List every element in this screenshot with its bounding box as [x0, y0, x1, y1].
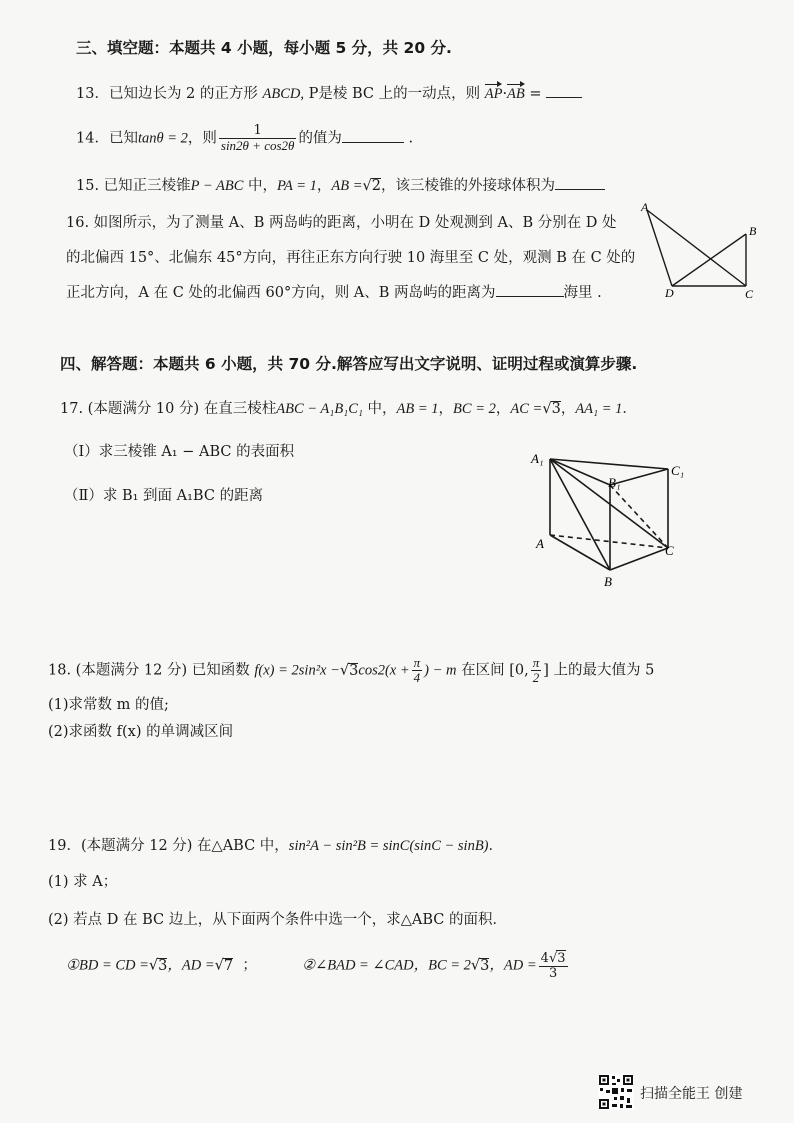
q17-comma-3: ， — [560, 401, 576, 417]
q16-label-b: B — [749, 224, 757, 238]
section-4-title: 四、解答题：本题共 6 小题，共 70 分.解答应写出文字说明、证明过程或演算步骤. — [60, 355, 638, 373]
q15-sep: ， — [316, 178, 332, 194]
q13-square: ABCD, — [262, 86, 304, 102]
q18-text-c: ] 上的最大值为 5 — [543, 662, 655, 679]
q14-fraction-denominator: sin2θ + cos2θ — [220, 138, 295, 153]
q15-answer-blank[interactable] — [555, 189, 605, 190]
q13-text-b: P是棱 BC 上的一动点，则 — [304, 86, 485, 102]
q14-text-b: ，则 — [187, 130, 217, 147]
q18-func-a: f(x) = 2sin²x − — [254, 662, 340, 679]
q17-label-b1: B₁ — [608, 475, 621, 490]
watermark-text: 扫描全能王 创建 — [640, 1086, 743, 1102]
q14-end: . — [408, 130, 414, 147]
q17-edge-b1c-hidden — [610, 485, 668, 548]
q18-pi-num-2: π — [532, 655, 540, 670]
question-16-line-3 — [66, 281, 602, 302]
q19-part-2: (2) 若点 D 在 BC 边上，从下面两个条件中选一个，求△ABC 的面积． — [48, 912, 507, 928]
q17-comma-1: ， — [438, 401, 454, 417]
q14-answer-blank[interactable] — [342, 142, 404, 143]
question-14 — [76, 124, 413, 153]
q19-option-1-root: 3 — [158, 957, 168, 974]
q18-score: (本题满分 12 分) 已知函数 — [71, 662, 255, 679]
q19-option-2-root: 3 — [480, 957, 490, 974]
q17-comma-2: ， — [495, 401, 511, 417]
q19-equation: sin²A − sin²B = sinC(sinC − sinB) — [288, 838, 489, 854]
question-13 — [76, 82, 582, 103]
qr-code-icon — [598, 1074, 634, 1110]
q16-edge-ac — [647, 210, 746, 286]
q17-prism: ABC − A₁B₁C₁ — [276, 401, 363, 417]
q17-ab: AB = 1 — [396, 401, 439, 417]
q17-part-1: （Ⅰ）求三棱锥 A₁ − ABC 的表面积 — [64, 444, 295, 460]
q15-text-c: ，该三棱锥的外接球体积为 — [381, 178, 556, 194]
q19-options: ①BD = CD =√3，AD =√7 ； ②∠BAD = ∠CAD，BC = 2√3，AD = $\frac{4√3}{3}$ — [66, 951, 566, 981]
q16-line2: 的北偏西 15°、北偏东 45°方向，再往正东方向行驶 10 海里至 C 处，观测 B 在 C 处的 — [66, 250, 636, 266]
q17-label-a: A — [536, 536, 544, 551]
q19-option-2-fraction: $\frac{4√3}{3}$ — [540, 951, 566, 981]
q16-answer-blank[interactable] — [496, 296, 564, 297]
q19-score: ．(本题满分 12 分) 在△ABC 中， — [66, 838, 289, 854]
q19-option-2-b: ，AD = — [489, 957, 537, 974]
q17-number: 17 — [60, 401, 79, 417]
scanner-watermark — [598, 1074, 778, 1110]
question-16-line-1 — [66, 211, 617, 232]
q19-frac-num-root: 3 — [557, 951, 566, 966]
q17-part-2: （Ⅱ）求 B₁ 到面 A₁BC 的距离 — [64, 488, 264, 504]
q14-fraction — [219, 124, 297, 153]
q17-edge-a1c — [550, 459, 668, 548]
q17-label-b: B — [604, 574, 612, 589]
q19-option-2-a: ②∠BAD = ∠CAD，BC = 2 — [302, 957, 471, 974]
q19-option-1-a: ①BD = CD = — [66, 957, 149, 974]
q16-label-a: A — [641, 200, 649, 214]
q17-label-c1: C₁ — [671, 463, 685, 478]
q16-line3a: 正北方向，A 在 C 处的北偏西 60°方向，则 A、B 两岛屿的距离为 — [66, 285, 496, 301]
q14-fraction-numerator: 1 — [219, 124, 297, 139]
q15-sqrt-2: 2 — [371, 178, 382, 194]
q19-frac-den: 3 — [548, 966, 558, 981]
q13-vector-ap: AP — [484, 86, 503, 102]
q17-label-c: C — [665, 543, 674, 558]
q18-pi-over-4 — [412, 656, 423, 685]
q18-pi-num: π — [413, 655, 421, 670]
q16-number: 16 — [66, 215, 85, 231]
q17-ac-lhs: AC = — [510, 401, 543, 417]
q18-text-b: 在区间 [0, — [456, 662, 529, 679]
q15-pyramid: P − ABC — [190, 178, 244, 194]
q18-four-den: 4 — [413, 670, 421, 685]
q13-equals: = — [524, 86, 547, 102]
q17-edge-bc — [610, 548, 668, 570]
q19-option-1-root-2: 7 — [223, 957, 234, 974]
q17-prism-figure — [528, 445, 698, 595]
question-17: 17. (本题满分 10 分) 在直三棱柱ABC − A₁B₁C₁ 中，AB = 1，BC = 2，AC =√3，AA₁ = 1． — [60, 401, 637, 417]
q16-line3b: 海里 . — [563, 285, 602, 301]
q18-func-b: cos2(x + — [358, 662, 410, 679]
section-3-title: 三、填空题：本题共 4 小题，每小题 5 分，共 20 分. — [76, 39, 452, 57]
q17-score: . (本题满分 10 分) 在直三棱柱 — [78, 401, 277, 417]
q18-two-den: 2 — [532, 670, 540, 685]
q13-answer-blank[interactable] — [546, 97, 582, 98]
q18-func-c: ) − m — [424, 662, 457, 679]
q13-number: 13 — [76, 86, 95, 102]
q15-pa: PA = 1 — [277, 178, 317, 194]
question-18: 18. (本题满分 12 分) 已知函数 f(x) = 2sin²x −√3cos2(x + $\frac{\pi}{4}$ ) − m 在区间 [0, $\frac{\pi}{2}$ ] 上的最大值为 5 — [48, 655, 655, 685]
q13-dot: · — [502, 86, 508, 102]
q17-end: ． — [622, 401, 637, 417]
q17-sqrt-3: 3 — [551, 401, 561, 417]
q13-text-a: ．已知边长为 2 的正方形 — [94, 86, 258, 102]
q19-end: ． — [488, 838, 504, 854]
q17-label-a1: A₁ — [531, 451, 544, 466]
q14-number: 14 — [76, 130, 95, 147]
q14-text-c: 的值为 — [298, 130, 342, 147]
q18-number: 18. — [48, 662, 72, 679]
q18-pi-over-2 — [531, 656, 542, 685]
question-19 — [48, 834, 503, 855]
q14-tan: tanθ = 2 — [137, 130, 188, 147]
q15-number: 15 — [76, 178, 95, 194]
q13-vector-ab: AB — [507, 86, 525, 102]
q19-part-1: (1) 求 A； — [48, 874, 118, 890]
q18-part-2: (2)求函数 f(x) 的单调减区间 — [48, 724, 234, 740]
q17-text-b: 中， — [362, 401, 397, 417]
q16-figure — [632, 196, 767, 302]
q16-label-c: C — [745, 287, 754, 301]
q19-number: 19 — [48, 838, 67, 854]
q17-bc: BC = 2 — [453, 401, 496, 417]
q16-line1: . 如图所示，为了测量 A、B 两岛屿的距离，小明在 D 处观测到 A、B 分别在 D 处 — [84, 215, 617, 231]
q19-frac-num-coef: 4 — [540, 951, 549, 966]
q15-ab-lhs: AB = — [331, 178, 363, 194]
q18-part-1: (1)求常数 m 的值; — [48, 697, 169, 713]
question-15: 15. 已知正三棱锥P − ABC 中，PA = 1，AB =√2，该三棱锥的外接球体积为 — [76, 174, 605, 195]
q19-option-1-b: ，AD = — [167, 957, 215, 974]
q17-aa1: AA₁ = 1 — [575, 401, 623, 417]
q16-edge-ad — [647, 210, 672, 286]
q15-text-b: 中， — [243, 178, 278, 194]
q16-label-d: D — [665, 286, 674, 300]
q14-text-a: ．已知 — [94, 130, 138, 147]
q15-text-a: . 已知正三棱锥 — [94, 178, 191, 194]
q18-sqrt-3: 3 — [349, 662, 359, 679]
q19-option-1-end: ； — [242, 957, 257, 974]
